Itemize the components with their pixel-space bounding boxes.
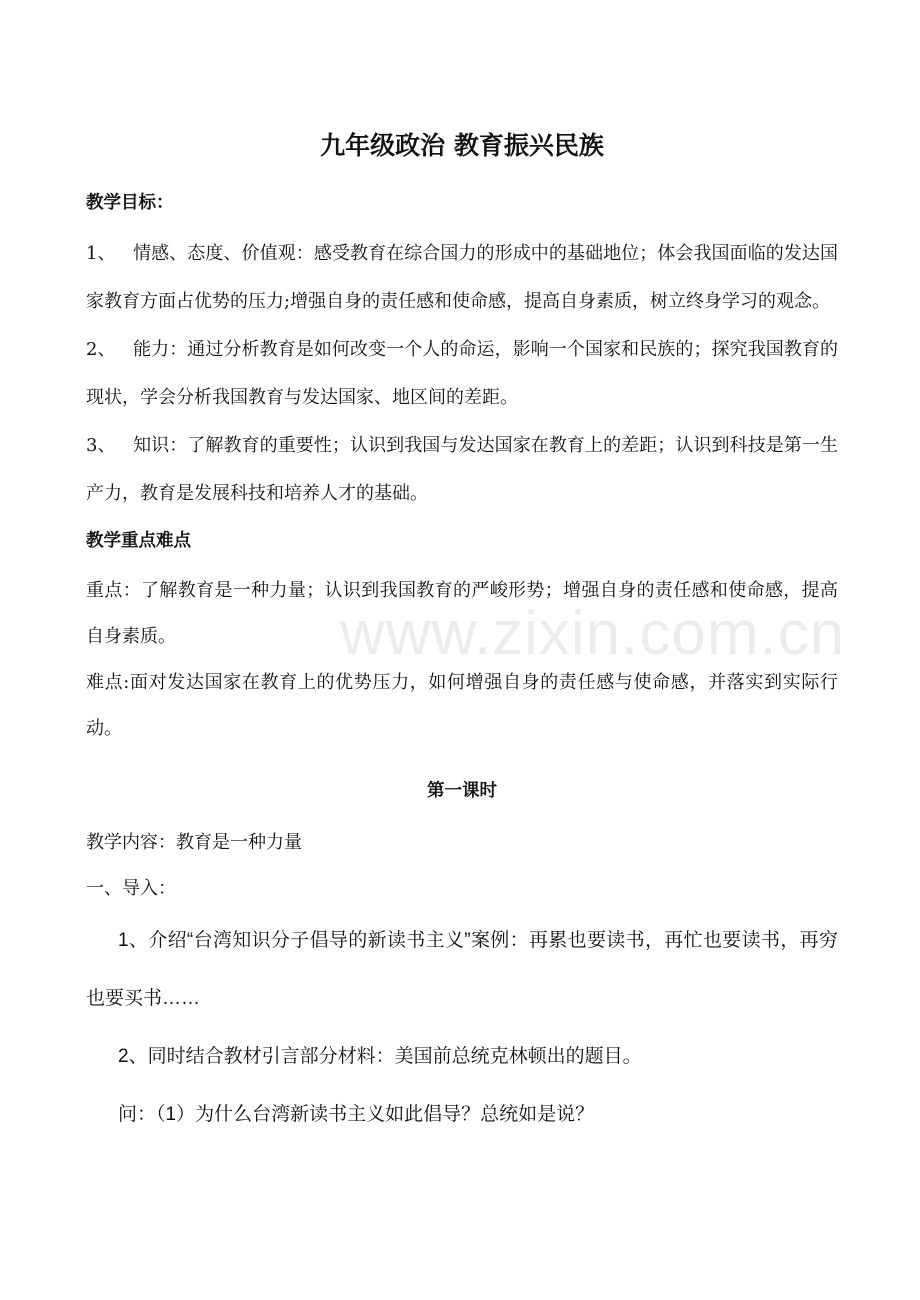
objective-text: 情感、态度、价值观：感受教育在综合国力的形成中的基础地位；体会我国面临的发达国家教育方面占优势的压力;增强自身的责任感和使命感，提高自身素质，树立终身学习的观念。 (86, 243, 838, 312)
intro-question: 问：（1）为什么台湾新读书主义如此倡导？总统如是说？ (118, 1104, 595, 1125)
objective-item-1 (86, 230, 838, 326)
lesson-heading: 第一课时 (427, 781, 497, 801)
watermark: www.zixin.com.cn (340, 599, 846, 668)
document-title: 九年级政治 教育振兴民族 (320, 131, 604, 160)
difficulty-paragraph: 难点:面对发达国家在教育上的优势压力，如何增强自身的责任感与使命感，并落实到实际行动。 (86, 672, 838, 739)
intro-step-2: 2、同时结合教材引言部分材料：美国前总统克林顿出的题目。 (118, 1046, 642, 1067)
intro-step-1: 1、介绍“台湾知识分子倡导的新读书主义”案例：再累也要读书，再忙也要读书，再穷也要买书…… (86, 930, 838, 1009)
objective-number: 2、 (86, 339, 116, 360)
objective-number: 1、 (86, 243, 116, 264)
focus-paragraph: 重点：了解教育是一种力量；认识到我国教育的严峻形势；增强自身的责任感和使命感，提高自身素质。 (86, 580, 838, 647)
lesson-content: 教学内容：教育是一种力量 (86, 832, 302, 853)
objectives-heading: 教学目标： (86, 193, 174, 213)
objective-item-2 (86, 326, 838, 422)
objective-text: 知识：了解教育的重要性；认识到我国与发达国家在教育上的差距；认识到科技是第一生产力，教育是发展科技和培养人才的基础。 (86, 435, 838, 504)
intro-heading: 一、导入： (86, 878, 176, 899)
document-page (86, 124, 838, 1144)
objective-text: 能力：通过分析教育是如何改变一个人的命运，影响一个国家和民族的；探究我国教育的现状，学会分析我国教育与发达国家、地区间的差距。 (86, 339, 838, 408)
key-points-heading: 教学重点难点 (86, 531, 191, 551)
objective-item-3 (86, 422, 838, 518)
objective-number: 3、 (86, 435, 116, 456)
